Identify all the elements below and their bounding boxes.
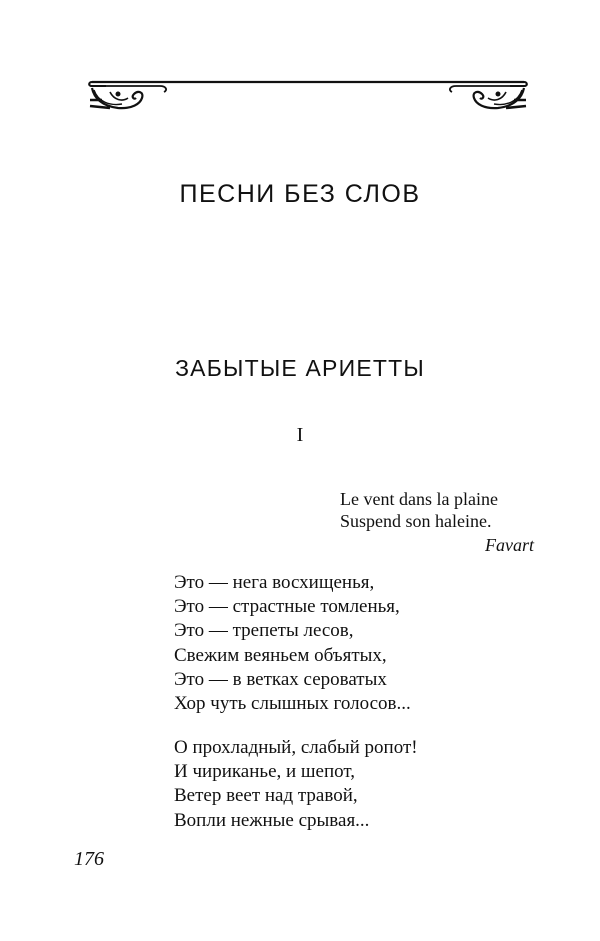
left-flourish-icon (90, 86, 166, 108)
page-title: ПЕСНИ БЕЗ СЛОВ (179, 180, 421, 208)
right-flourish-icon (450, 86, 526, 108)
poem-line: И чириканье, и шепот, (174, 761, 356, 783)
poem-line: Свежим веяньем объятых, (174, 644, 387, 666)
epigraph (340, 488, 534, 556)
epigraph-line: Le vent dans la plaine (340, 489, 498, 509)
poem-line: О прохладный, слабый ропот! (174, 737, 418, 758)
poem-stanza (174, 571, 411, 716)
poem-line: Это — страстные томленья, (174, 596, 400, 618)
poem-line: Вопли нежные срывая... (174, 809, 370, 831)
poem-line: Это — нега восхищенья, (174, 572, 375, 593)
poem-line: Это — в ветках сероватых (174, 668, 387, 690)
section-subtitle: ЗАБЫТЫЕ АРИЕТТЫ (175, 355, 425, 381)
epigraph-line: Suspend son haleine. (340, 511, 492, 531)
page-number: 176 (74, 848, 104, 870)
poem-line: Это — трепеты лесов, (174, 620, 354, 642)
poem-line: Ветер веет над травой, (174, 785, 358, 807)
poem-stanza (174, 736, 418, 833)
poem-numeral: I (296, 424, 304, 446)
header-ornament (88, 76, 528, 116)
poem-line: Хор чуть слышных голосов... (174, 693, 411, 715)
epigraph-author: Favart (485, 535, 534, 555)
